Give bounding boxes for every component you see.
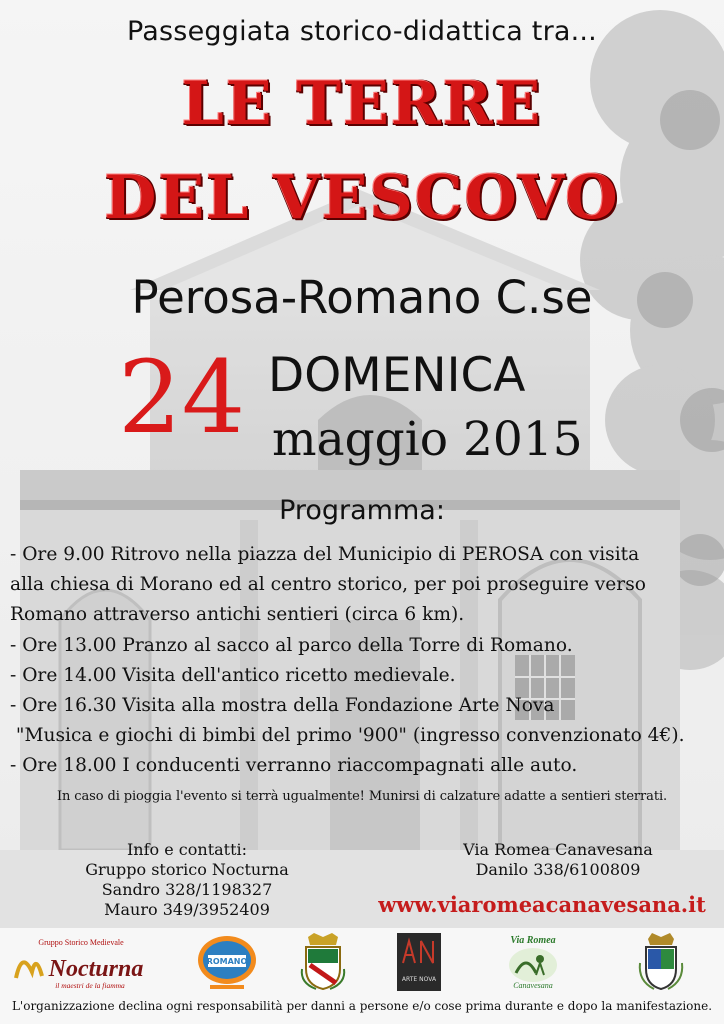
nocturna-logo [8,936,154,992]
program-line: alla chiesa di Morano ed al centro storico, per poi proseguire verso [10,574,646,596]
town-crest-icon [634,933,688,991]
contacts-info [80,840,294,920]
contacts-phone: Danilo 338/6100809 [475,860,641,879]
contacts-group: Gruppo storico Nocturna [85,860,289,879]
nocturna-logo-top-text: Gruppo Storico Medievale [38,938,124,947]
program-line: - Ore 13.00 Pranzo al sacco al parco della Torre di Romano. [10,634,573,656]
municipal-crest-icon [298,933,348,991]
contacts-phone: Mauro 349/3952409 [104,900,270,919]
program-line: "Musica e giochi di bimbi del primo '900" (ingresso convenzionato 4€). [10,725,685,747]
event-title-line-1: LE TERRE [181,69,543,139]
event-date: maggio 2015 [272,412,583,467]
romano-logo [196,933,258,991]
arte-nova-logo-text: ARTE NOVA [401,976,437,983]
program-line: - Ore 9.00 Ritrovo nella piazza del Municipio di PEROSA con visita [10,544,640,565]
program-line: - Ore 18.00 I conducenti verranno riaccompagnati alle auto. [10,755,578,777]
event-subtitle: Passeggiata storico-didattica tra... [127,16,597,47]
program-line: Romano attraverso antichi sentieri (circa 6 km). [10,604,465,626]
event-day-number: 24 [118,339,246,456]
website-link[interactable]: www.viaromeacanavesana.it [378,892,706,917]
via-romea-logo [500,933,566,991]
rain-note: In caso di pioggia l'evento si terrà ugualmente! Munirsi di calzature adatte a sentieri sterrati. [56,789,668,804]
event-weekday: DOMENICA [268,348,526,403]
contacts-org: Via Romea Canavesana [463,840,653,859]
contacts-heading: Info e contatti: [126,840,248,859]
event-place: Perosa-Romano C.se [131,271,593,324]
nocturna-logo-name: Nocturna [48,956,144,982]
arte-nova-logo [397,933,441,991]
via-romea-logo-top: Via Romea [510,935,556,946]
romano-logo-text: ROMANO [206,957,248,966]
event-title-line-2: DEL VESCOVO [104,163,620,233]
program-line: - Ore 14.00 Visita dell'antico ricetto medievale. [10,664,456,686]
program-title: Programma: [279,495,445,526]
via-romea-logo-bottom: Canavesana [513,981,553,990]
disclaimer-footer: L'organizzazione declina ogni responsabilità per danni a persone e/o cose prima durante e dopo la manifestazione. [11,999,713,1013]
program-list [10,540,716,782]
contacts-phone: Sandro 328/1198327 [101,880,273,899]
program-line: - Ore 16.30 Visita alla mostra della Fondazione Arte Nova [10,695,555,717]
nocturna-logo-tagline: il maestri de la fiamma [55,981,125,990]
contacts-via-romea [435,840,681,880]
